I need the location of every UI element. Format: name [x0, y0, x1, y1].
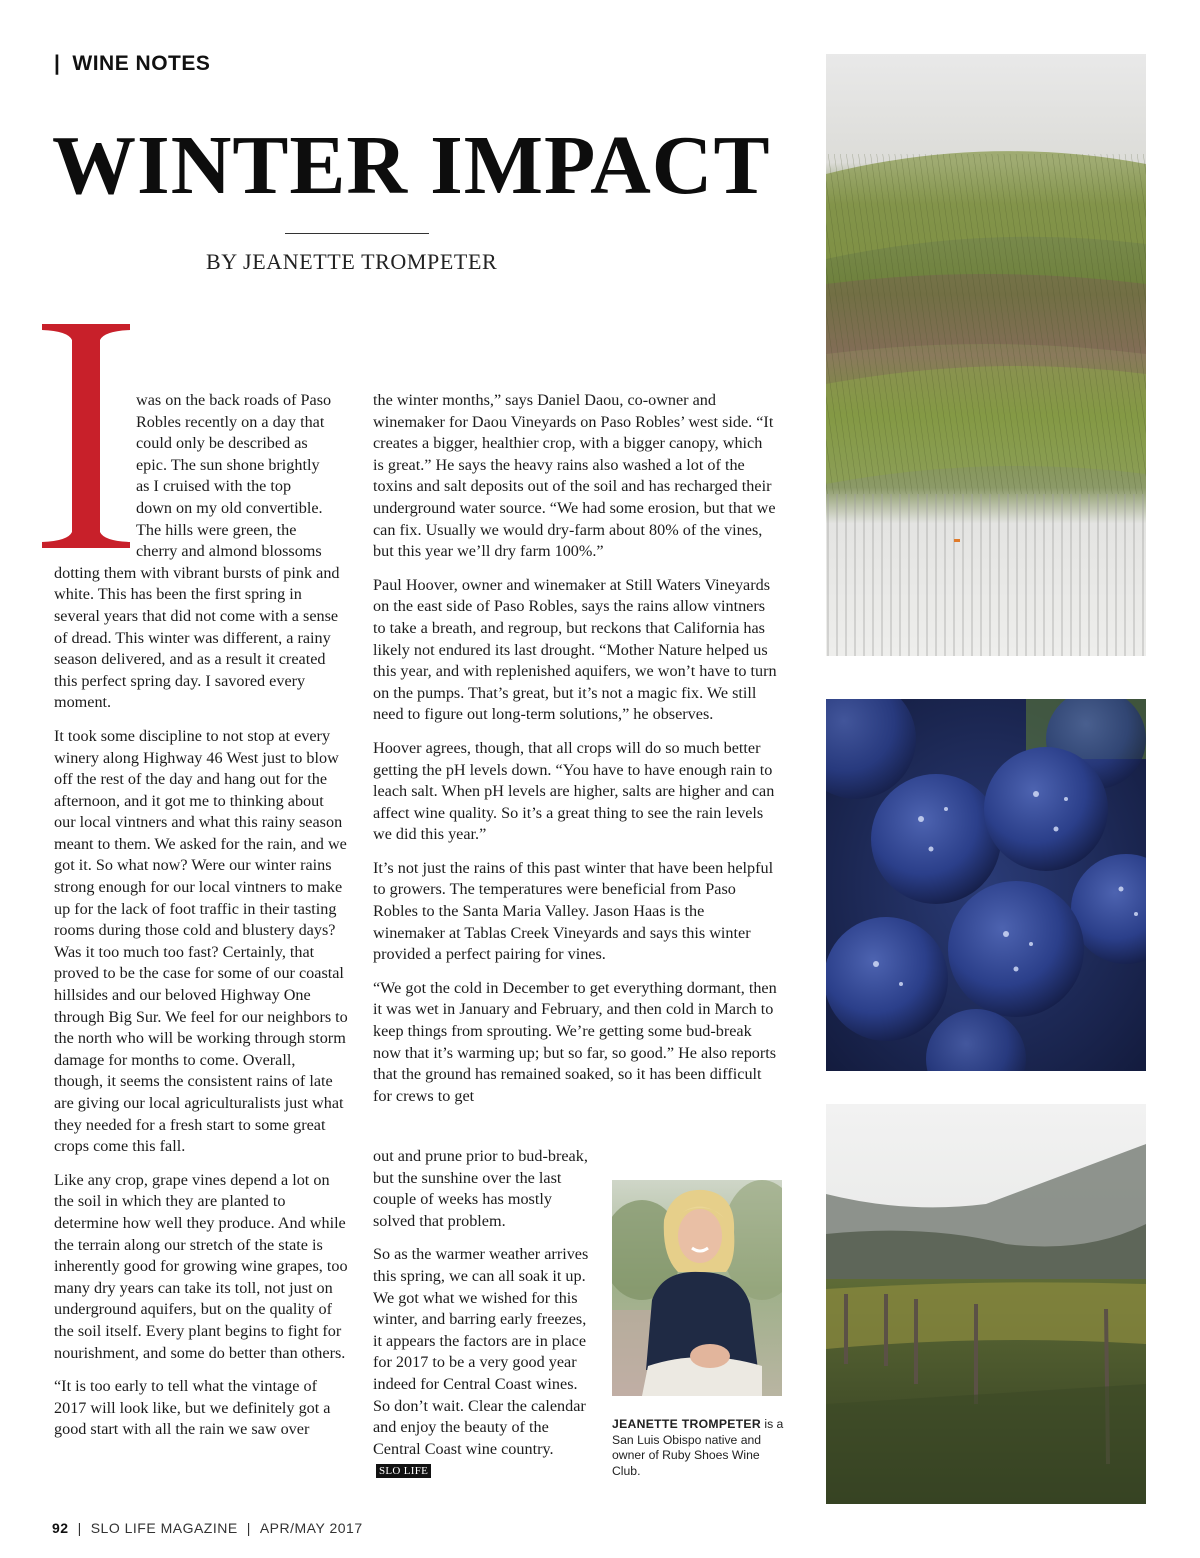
text-line: The hills were green, the — [136, 520, 297, 539]
section-name: WINE NOTES — [72, 52, 211, 75]
issue-date: APR/MAY 2017 — [259, 1520, 363, 1536]
vineyard-fog-photo — [826, 54, 1146, 656]
paragraph: It took some discipline to not stop at every winery along Highway 46 West just to blow off the rest of the day and hang out for the afternoon, and it got me to thinking about our local vintners and what this rainy season meant to them. We asked for the rain, and we got it. So what now? Were our winter rains strong enough for our local vintners to make up for the lack of foot traffic in their tasting rooms during those cold and blustery days? Was it too much too fast? Certainly, that proved to be the case for some of our coastal hillsides and our beloved Highway One through Big Sur. We feel for our neighbors to the north who will be working through storm damage for months to come. Overall, though, it seems the consistent rains of late are giving our local agriculturalists just what they needed for a fresh start to some great crops come this fall. — [54, 726, 348, 1156]
paragraph: the winter months,” says Daniel Daou, co-owner and winemaker for Daou Vineyards on Paso Robles’ west side. “It creates a bigger, healthier crop, with a bigger canopy, which is great.” He says the heavy rains also washed a lot of the toxins and salt deposits out of the soil and has recharged their underground water source. “We had some erosion, but that we can fix. Usually we would dry-farm about 80% of the vines, but this year we’ll dry farm 100%.” — [373, 391, 776, 561]
text-line: down on my old convertible. — [136, 498, 323, 517]
section-bar: | — [54, 52, 61, 75]
article-column-2-narrow — [373, 1146, 595, 1494]
text-run: So as the warmer weather arrives this spring, we can all soak it up. We got what we wished for this winter, and barring early freezes, it appears the factors are in place for 2017 to be a very good year indeed for Central Coast wines. So don’t wait. Clear the calendar and enjoy the beauty of the Central Coast wine country. — [373, 1245, 589, 1458]
end-mark: SLO LIFE — [376, 1464, 431, 1478]
magazine-name: SLO LIFE MAGAZINE — [90, 1520, 238, 1536]
text-line: could only be described as — [136, 434, 308, 453]
title-divider — [285, 233, 429, 234]
article-title: WINTER IMPACT — [52, 119, 771, 212]
article-column-2 — [373, 390, 777, 1119]
text-line: epic. The sun shone brightly — [136, 455, 320, 474]
author-name: JEANETTE TROMPETER — [612, 1417, 761, 1431]
footer-separator: | — [77, 1520, 82, 1536]
text-line: as I cruised with the top — [136, 477, 292, 496]
author-caption — [612, 1417, 784, 1479]
footer-separator: | — [246, 1520, 251, 1536]
byline: BY JEANETTE TROMPETER — [206, 249, 498, 274]
page-number: 92 — [52, 1520, 69, 1536]
misty-hills-vineyard-photo — [826, 1104, 1146, 1504]
author-photo — [612, 1180, 782, 1396]
paragraph: Hoover agrees, though, that all crops will do so much better getting the pH levels down. “You have to have enough rain to leach salt. When pH levels are higher, salts are higher and can affect wine quality. So it’s a great thing to see the rain levels we did this year.” — [373, 738, 775, 844]
paragraph: “It is too early to tell what the vintage of 2017 will look like, but we definitely got a good start with all the rain we saw over — [54, 1377, 331, 1439]
article-column-1 — [54, 390, 348, 1453]
paragraph — [373, 1244, 595, 1482]
author-bio: is a San Luis Obispo native and owner of Ruby Shoes Wine Club. — [612, 1417, 784, 1478]
paragraph: Like any crop, grape vines depend a lot on the soil in which they are planted to determine how well they produce. And while the terrain along our stretch of the state is inherently good for growing wine grapes, too many dry years can take its toll, not just on underground aquifers, but on the quality of the soil itself. Every plant begins to fight for nourishment, and some do better than others. — [54, 1170, 348, 1362]
text-run: dotting them with vibrant bursts of pink and white. This has been the first spring in several years that did not come with a sense of dread. This winter was different, a rainy season delivered, and as a result it created this perfect spring day. I savored every moment. — [54, 563, 340, 712]
grapes-photo — [826, 699, 1146, 1071]
page-footer — [52, 1520, 363, 1536]
paragraph: “We got the cold in December to get everything dormant, then it was wet in January and February, and then cold in March to keep things from sprouting. We’re getting some bud-break now that it’s warming up; but so far, so good.” He also reports that the ground has remained soaked, so it has been difficult for crews to get — [373, 978, 777, 1105]
paragraph: out and prune prior to bud-break, but the sunshine over the last couple of weeks has mostly solved that problem. — [373, 1147, 588, 1230]
paragraph: Paul Hoover, owner and winemaker at Still Waters Vineyards on the east side of Paso Robles, says the rains allow vintners to take a breath, and regroup, but reckons that California has likely not endured its last drought. “Mother Nature helped us this year, and with replenished aquifers, we won’t have to turn on the pumps. That’s great, but it’s not a magic fix. We still need to figure out long-term solutions,” he observes. — [373, 575, 777, 724]
paragraph — [54, 390, 348, 714]
text-line: cherry and almond blossoms — [136, 542, 322, 561]
text-line: was on the back roads of Paso — [136, 391, 332, 409]
section-label — [54, 52, 210, 76]
paragraph: It’s not just the rains of this past winter that have been helpful to growers. The temperatures were beneficial from Paso Robles to the Santa Maria Valley. Jason Haas is the winemaker at Tablas Creek Vineyards and says this winter provided a perfect pairing for vines. — [373, 858, 774, 964]
text-line: Robles recently on a day that — [136, 412, 325, 431]
